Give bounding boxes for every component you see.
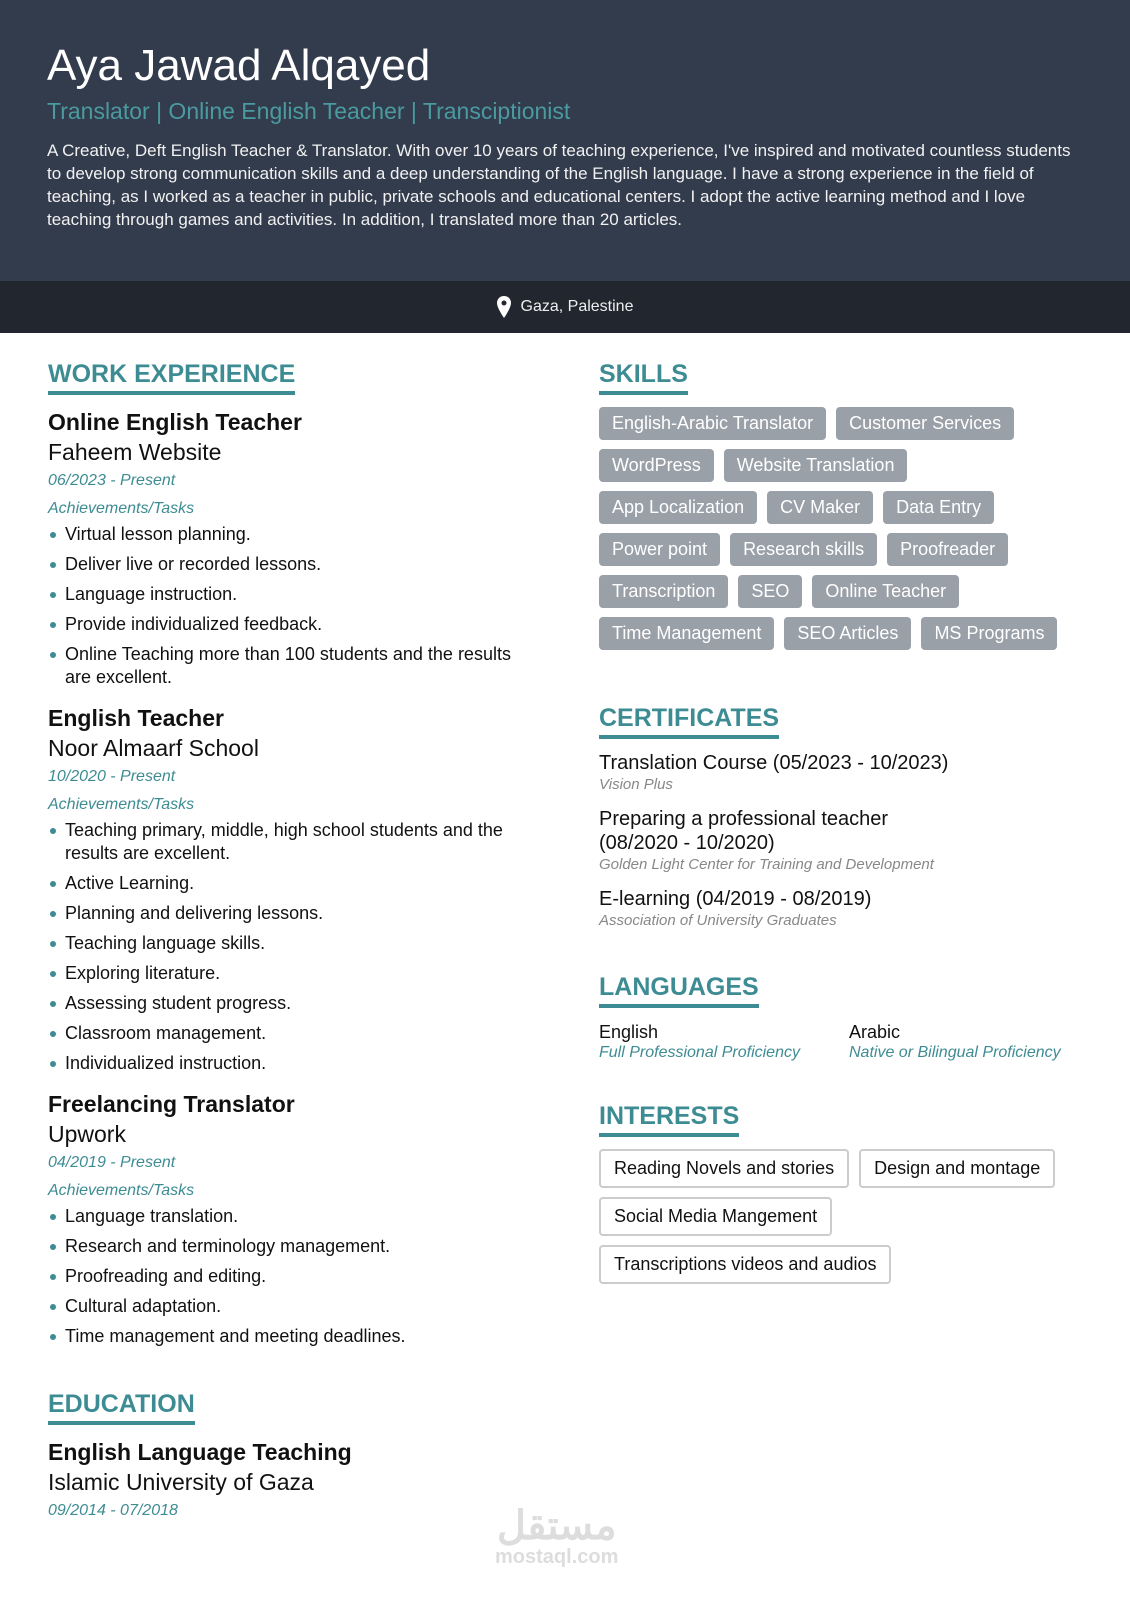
job-entry xyxy=(48,407,518,689)
certificate-name: Translation Course (05/2023 - 10/2023) xyxy=(599,752,949,774)
skill-tag: Time Management xyxy=(599,617,774,650)
skills-heading: SKILLS xyxy=(599,360,688,395)
task-item: Language instruction. xyxy=(48,583,518,606)
tasks-label: Achievements/Tasks xyxy=(48,796,195,813)
tasks-label: Achievements/Tasks xyxy=(48,500,195,517)
interest-tag: Design and montage xyxy=(859,1149,1055,1188)
certificates-heading: CERTIFICATES xyxy=(599,704,779,739)
task-item: Cultural adaptation. xyxy=(48,1295,518,1318)
language-name: English xyxy=(599,1022,659,1042)
task-item: Language translation. xyxy=(48,1205,518,1228)
skill-tag: Customer Services xyxy=(836,407,1014,440)
skill-tag: Transcription xyxy=(599,575,728,608)
left-column xyxy=(48,360,518,1525)
location-bar xyxy=(0,281,1130,333)
summary: A Creative, Deft English Teacher & Translator. With over 10 years of teaching experience, I've inspired and motivated countless students to develop strong communication skills and a deep understanding of the English language. I have a strong experience in the field of teaching, as I worked as a teacher in public, private schools and educational centers. I adopt the active learning method and I love teaching through games and activities. In addition, I translated more than 20 articles. xyxy=(47,141,1071,229)
task-list xyxy=(48,1205,518,1348)
tasks-label: Achievements/Tasks xyxy=(48,1182,195,1199)
task-item: Exploring literature. xyxy=(48,962,518,985)
interests-heading: INTERESTS xyxy=(599,1102,739,1137)
job-date: 06/2023 - Present xyxy=(48,472,176,489)
certificate-issuer: Vision Plus xyxy=(599,776,673,793)
mostaql-watermark: مستقل mostaql.com xyxy=(495,1504,619,1568)
interest-tag: Transcriptions videos and audios xyxy=(599,1245,891,1284)
skills-list xyxy=(599,407,1059,650)
task-item: Assessing student progress. xyxy=(48,992,518,1015)
job-date: 04/2019 - Present xyxy=(48,1154,176,1171)
skill-tag: Data Entry xyxy=(883,491,994,524)
job-date: 10/2020 - Present xyxy=(48,768,176,785)
education-date: 09/2014 - 07/2018 xyxy=(48,1502,178,1519)
right-column xyxy=(599,360,1099,1284)
company-name: Noor Almaarf School xyxy=(48,735,259,761)
education-heading: EDUCATION xyxy=(48,1390,195,1425)
skill-tag: SEO xyxy=(738,575,802,608)
task-item: Teaching primary, middle, high school students and the results are excellent. xyxy=(48,819,518,865)
task-item: Active Learning. xyxy=(48,872,518,895)
certificate-entry xyxy=(599,887,1099,931)
skill-tag: Website Translation xyxy=(724,449,908,482)
task-item: Time management and meeting deadlines. xyxy=(48,1325,518,1348)
skill-tag: App Localization xyxy=(599,491,757,524)
work-experience-heading: WORK EXPERIENCE xyxy=(48,360,295,395)
candidate-title: Translator | Online English Teacher | Transciptionist xyxy=(47,98,571,124)
job-entry xyxy=(48,1089,518,1348)
school: Islamic University of Gaza xyxy=(48,1469,314,1495)
language-name: Arabic xyxy=(849,1022,901,1042)
language-entry xyxy=(849,1020,1099,1062)
skill-tag: Online Teacher xyxy=(812,575,959,608)
task-item: Deliver live or recorded lessons. xyxy=(48,553,518,576)
skill-tag: MS Programs xyxy=(921,617,1057,650)
skill-tag: Power point xyxy=(599,533,720,566)
language-level: Native or Bilingual Proficiency xyxy=(849,1044,1061,1061)
task-list xyxy=(48,819,518,1075)
task-item: Online Teaching more than 100 students and the results are excellent. xyxy=(48,643,518,689)
skill-tag: WordPress xyxy=(599,449,714,482)
job-title: Online English Teacher xyxy=(48,409,302,435)
skill-tag: SEO Articles xyxy=(784,617,911,650)
task-item: Classroom management. xyxy=(48,1022,518,1045)
skill-tag: Proofreader xyxy=(887,533,1008,566)
certificate-issuer: Golden Light Center for Training and Development xyxy=(599,856,934,873)
job-entry xyxy=(48,703,518,1075)
certificate-entry xyxy=(599,807,1099,875)
task-list xyxy=(48,523,518,689)
skill-tag: Research skills xyxy=(730,533,877,566)
certificate-issuer: Association of University Graduates xyxy=(599,912,837,929)
degree: English Language Teaching xyxy=(48,1439,352,1465)
company-name: Faheem Website xyxy=(48,439,222,465)
task-item: Planning and delivering lessons. xyxy=(48,902,518,925)
resume-header xyxy=(0,0,1130,281)
location-text: Gaza, Palestine xyxy=(520,298,634,315)
skill-tag: English-Arabic Translator xyxy=(599,407,826,440)
certificate-name: Preparing a professional teacher (08/2020 - 10/2020) xyxy=(599,808,889,854)
interest-tag: Reading Novels and stories xyxy=(599,1149,849,1188)
candidate-name: Aya Jawad Alqayed xyxy=(47,41,431,90)
task-item: Individualized instruction. xyxy=(48,1052,518,1075)
job-title: Freelancing Translator xyxy=(48,1091,295,1117)
language-entry xyxy=(599,1020,849,1062)
location-pin-icon xyxy=(497,296,511,318)
task-item: Provide individualized feedback. xyxy=(48,613,518,636)
task-item: Virtual lesson planning. xyxy=(48,523,518,546)
language-level: Full Professional Proficiency xyxy=(599,1044,800,1061)
job-title: English Teacher xyxy=(48,705,224,731)
company-name: Upwork xyxy=(48,1121,126,1147)
task-item: Proofreading and editing. xyxy=(48,1265,518,1288)
interest-tag: Social Media Mangement xyxy=(599,1197,832,1236)
task-item: Research and terminology management. xyxy=(48,1235,518,1258)
languages-heading: LANGUAGES xyxy=(599,973,759,1008)
task-item: Teaching language skills. xyxy=(48,932,518,955)
certificate-name: E-learning (04/2019 - 08/2019) xyxy=(599,888,872,910)
certificate-entry xyxy=(599,751,1099,795)
skill-tag: CV Maker xyxy=(767,491,873,524)
